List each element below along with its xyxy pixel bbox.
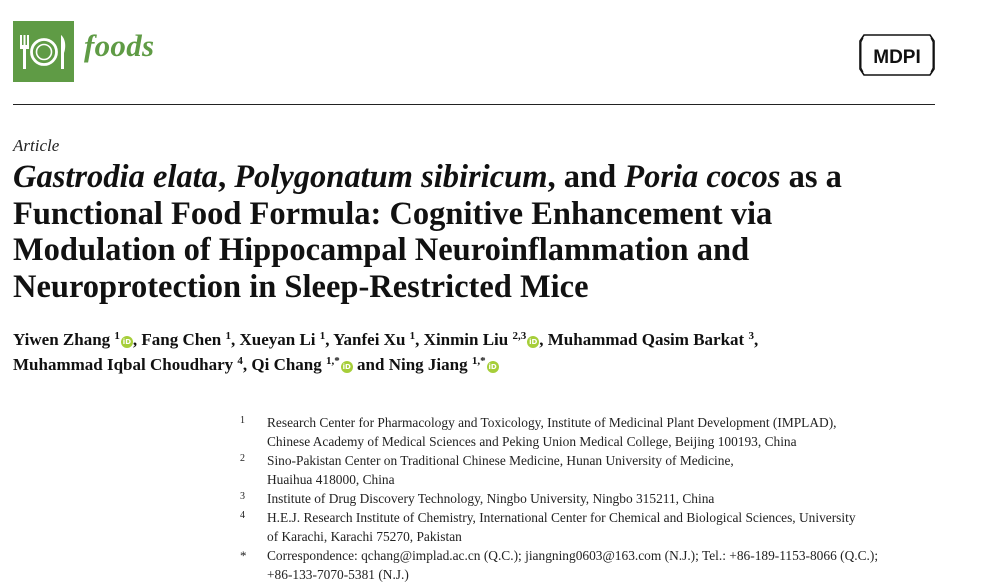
affiliation-item	[240, 546, 980, 584]
author-affiliation-marker: 4	[237, 355, 243, 367]
affiliations-list	[240, 413, 980, 584]
affiliation-text: Sino-Pakistan Center on Traditional Chinese Medicine, Hunan University of Medicine,	[267, 453, 734, 468]
affiliation-item	[240, 508, 980, 546]
affiliation-item	[240, 451, 980, 489]
author-name[interactable]: Fang Chen	[141, 330, 222, 349]
title-segment: Gastrodia elata	[13, 159, 218, 195]
affiliation-number: 4	[240, 510, 245, 521]
affiliation-number: 1	[240, 415, 245, 426]
author-affiliation-marker: 1	[114, 330, 120, 342]
orcid-icon[interactable]: iD	[122, 338, 132, 346]
title-segment: Polygonatum sibiricum	[234, 159, 548, 195]
affiliation-number: 2	[240, 453, 245, 464]
author-name[interactable]: Xinmin Liu	[423, 330, 509, 349]
orcid-icon[interactable]: iD	[529, 338, 538, 346]
affiliation-number: *	[240, 548, 247, 563]
author-name[interactable]: Muhammad Qasim Barkat	[547, 330, 745, 349]
affiliation-text: Institute of Drug Discovery Technology, Ningbo University, Ningbo 315211, China	[267, 491, 715, 506]
author-name[interactable]: Yiwen Zhang	[13, 330, 111, 349]
title-segment: as a	[780, 159, 842, 195]
affiliation-number: 3	[240, 491, 245, 502]
author-affiliation-marker: 2,3	[512, 330, 527, 342]
article-title	[13, 159, 973, 305]
article-type: Article	[13, 136, 60, 155]
affiliation-text: Research Center for Pharmacology and Toxicology, Institute of Medicinal Plant Development (IMPLAD),	[267, 415, 837, 430]
journal-logo[interactable]	[13, 21, 74, 82]
title-line-1	[13, 159, 973, 196]
orcid-icon[interactable]: iD	[342, 363, 351, 371]
author-affiliation-marker: 1,*	[471, 355, 486, 367]
author-name[interactable]: Xueyan Li	[239, 330, 316, 349]
affiliation-text: Chinese Academy of Medical Sciences and Peking Union Medical College, Beijing 100193, China	[267, 434, 797, 449]
orcid-icon[interactable]: iD	[488, 363, 497, 371]
affiliation-text: Correspondence: qchang@implad.ac.cn (Q.C.); jiangning0603@163.com (N.J.); Tel.: +86-189-1153-8066 (Q.C.);	[267, 548, 879, 563]
author-name[interactable]: Yanfei Xu	[333, 330, 406, 349]
author-line-2: Muhammad Iqbal Choudhary $^4$, Qi Chang $^{1,*}$ iD and Ning Jiang $^{1,*}$ iD	[13, 355, 497, 374]
author-line-1: Yiwen Zhang $^1$ iD , Fang Chen $^1$, Xueyan Li $^1$, Yanfei Xu $^1$, Xinmin Liu $^{2,3}$ iD , Muhammad Qasim Barkat $^3$,	[13, 330, 759, 349]
affiliation-item	[240, 413, 980, 451]
author-affiliation-marker: 1	[225, 330, 231, 342]
author-affiliation-marker: 1	[319, 330, 326, 342]
journal-name: foods	[84, 28, 155, 63]
author-affiliation-marker: 3	[748, 330, 754, 342]
title-segment: ,	[217, 159, 235, 195]
affiliation-text: of Karachi, Karachi 75270, Pakistan	[267, 529, 462, 544]
affiliation-text: Huaihua 418000, China	[267, 472, 395, 487]
publisher-name: MDPI	[873, 47, 921, 68]
title-line-3: Modulation of Hippocampal Neuroinflammation and	[13, 232, 750, 268]
author-affiliation-marker: 1	[409, 330, 416, 342]
title-line-4: Neuroprotection in Sleep-Restricted Mice	[13, 268, 589, 305]
affiliation-text: +86-133-7070-5381 (N.J.)	[267, 567, 409, 582]
plate-fork-knife-icon	[13, 21, 74, 82]
title-segment: , and	[547, 159, 625, 195]
header-divider	[13, 104, 935, 105]
title-line-2: Functional Food Formula: Cognitive Enhancement via	[13, 195, 773, 232]
mdpi-logo-icon	[858, 33, 936, 79]
author-affiliation-marker: 1,*	[326, 355, 340, 367]
title-segment: Poria cocos	[624, 159, 781, 195]
author-name[interactable]: Muhammad Iqbal Choudhary	[13, 355, 234, 374]
affiliation-text: H.E.J. Research Institute of Chemistry, International Center for Chemical and Biological Sciences, University	[267, 510, 856, 525]
author-name[interactable]: Ning Jiang	[388, 355, 468, 374]
publisher-logo[interactable]	[858, 33, 936, 79]
author-name[interactable]: Qi Chang	[251, 355, 322, 374]
author-conjunction: and	[357, 355, 385, 374]
author-list	[13, 327, 973, 377]
affiliation-item	[240, 489, 980, 508]
